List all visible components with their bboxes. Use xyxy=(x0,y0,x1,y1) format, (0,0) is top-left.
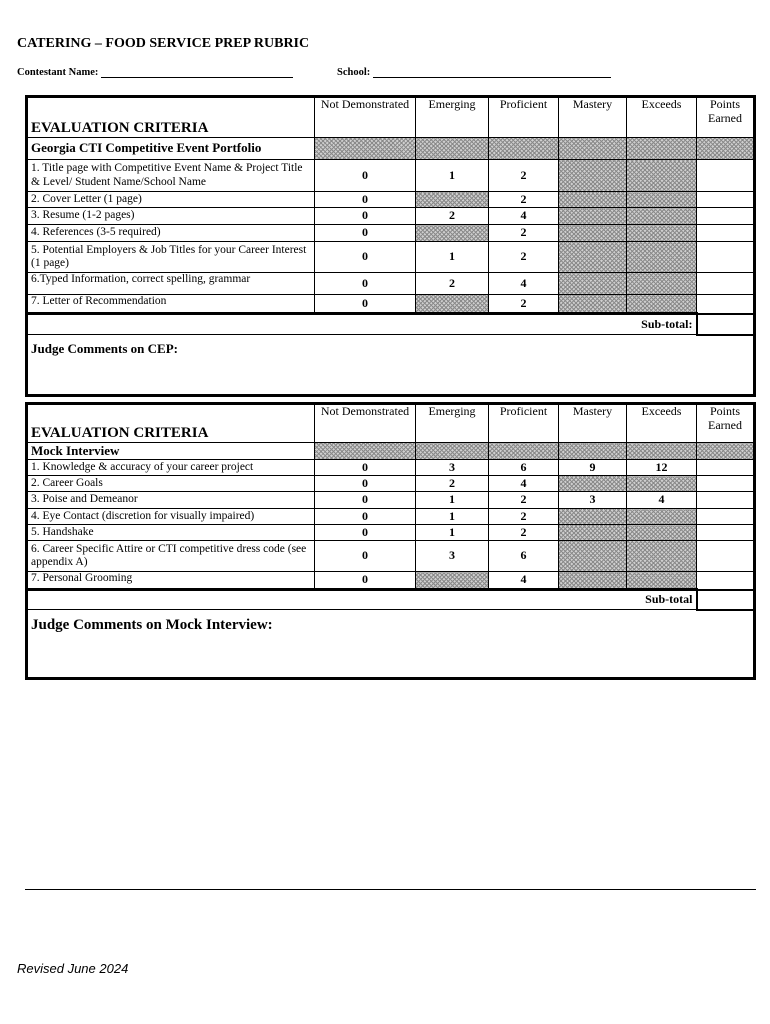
table-row: 2. Cover Letter (1 page) 0 2 xyxy=(27,192,755,208)
points-earned-cell[interactable] xyxy=(697,192,755,208)
section-name: Georgia CTI Competitive Event Portfolio xyxy=(27,138,315,160)
table-row: 4. References (3-5 required) 0 2 xyxy=(27,225,755,242)
points-earned-cell[interactable] xyxy=(697,273,755,295)
criterion-label: 3. Resume (1-2 pages) xyxy=(27,208,315,225)
criterion-label: 6.Typed Information, correct spelling, grammar xyxy=(27,273,315,295)
col-not-demonstrated: Not Demonstrated xyxy=(315,97,416,138)
criterion-label: 5. Handshake xyxy=(27,525,315,541)
criterion-label: 2. Cover Letter (1 page) xyxy=(27,192,315,208)
table-row: 5. Handshake 0 1 2 xyxy=(27,525,755,541)
school-field[interactable] xyxy=(337,67,611,78)
points-earned-cell[interactable] xyxy=(697,295,755,314)
criterion-label: 5. Potential Employers & Job Titles for your Career Interest (1 page) xyxy=(27,242,315,273)
subtotal-cell[interactable] xyxy=(697,590,755,610)
table-row: 3. Poise and Demeanor 0 1 2 3 4 xyxy=(27,492,755,509)
col-points-earned: Points Earned xyxy=(697,404,755,443)
points-earned-cell[interactable] xyxy=(697,160,755,192)
contestant-name-label: Contestant Name: xyxy=(17,67,99,78)
col-points-earned: Points Earned xyxy=(697,97,755,138)
criterion-label: 7. Personal Grooming xyxy=(27,572,315,590)
points-earned-cell[interactable] xyxy=(697,225,755,242)
revision-note: Revised June 2024 xyxy=(17,961,129,976)
col-emerging: Emerging xyxy=(416,97,489,138)
table-row: 6. Career Specific Attire or CTI competitive dress code (see appendix A) 0 3 6 xyxy=(27,541,755,572)
table-row: 5. Potential Employers & Job Titles for your Career Interest (1 page) 0 1 2 xyxy=(27,242,755,273)
criterion-label: 2. Career Goals xyxy=(27,476,315,492)
table-row: 7. Personal Grooming 0 4 xyxy=(27,572,755,590)
contestant-name-field[interactable] xyxy=(17,67,293,78)
table-row: 1. Knowledge & accuracy of your career project 0 3 6 9 12 xyxy=(27,460,755,476)
criterion-label: 4. Eye Contact (discretion for visually impaired) xyxy=(27,509,315,525)
col-proficient: Proficient xyxy=(489,404,559,443)
subtotal-label: Sub-total: xyxy=(27,314,697,335)
criterion-label: 6. Career Specific Attire or CTI competitive dress code (see appendix A) xyxy=(27,541,315,572)
section-name: Mock Interview xyxy=(27,443,315,460)
table-row: 3. Resume (1-2 pages) 0 2 4 xyxy=(27,208,755,225)
school-line[interactable] xyxy=(373,67,611,78)
criterion-label: 4. References (3-5 required) xyxy=(27,225,315,242)
col-mastery: Mastery xyxy=(559,404,627,443)
judge-comments-mock-interview[interactable]: Judge Comments on Mock Interview: xyxy=(27,610,755,679)
table-row: 2. Career Goals 0 2 4 xyxy=(27,476,755,492)
judge-comments-cep[interactable]: Judge Comments on CEP: xyxy=(27,335,755,396)
table-row: 7. Letter of Recommendation 0 2 xyxy=(27,295,755,314)
subtotal-cell[interactable] xyxy=(697,314,755,335)
points-earned-cell[interactable] xyxy=(697,460,755,476)
points-earned-cell[interactable] xyxy=(697,572,755,590)
criterion-label: 1. Title page with Competitive Event Name & Project Title & Level/ Student Name/School Name xyxy=(27,160,315,192)
points-earned-cell[interactable] xyxy=(697,492,755,509)
points-earned-cell[interactable] xyxy=(697,208,755,225)
criterion-label: 1. Knowledge & accuracy of your career project xyxy=(27,460,315,476)
col-proficient: Proficient xyxy=(489,97,559,138)
mock-interview-rubric-table xyxy=(25,402,756,680)
table-row: 1. Title page with Competitive Event Name & Project Title & Level/ Student Name/School Name 0 1 2 xyxy=(27,160,755,192)
col-exceeds: Exceeds xyxy=(627,404,697,443)
criterion-label: 7. Letter of Recommendation xyxy=(27,295,315,314)
points-earned-cell[interactable] xyxy=(697,476,755,492)
points-earned-cell[interactable] xyxy=(697,525,755,541)
table-row: 4. Eye Contact (discretion for visually impaired) 0 1 2 xyxy=(27,509,755,525)
col-emerging: Emerging xyxy=(416,404,489,443)
school-label: School: xyxy=(337,67,371,78)
criteria-heading: EVALUATION CRITERIA xyxy=(27,97,315,138)
points-earned-cell[interactable] xyxy=(697,541,755,572)
cep-rubric-table xyxy=(25,95,756,397)
criterion-label: 3. Poise and Demeanor xyxy=(27,492,315,509)
col-exceeds: Exceeds xyxy=(627,97,697,138)
points-earned-cell[interactable] xyxy=(697,242,755,273)
points-earned-cell[interactable] xyxy=(697,509,755,525)
subtotal-label: Sub-total xyxy=(27,590,697,610)
table-row: 6.Typed Information, correct spelling, grammar 0 2 4 xyxy=(27,273,755,295)
footer-divider xyxy=(25,889,756,890)
criteria-heading: EVALUATION CRITERIA xyxy=(27,404,315,443)
page-title: CATERING – FOOD SERVICE PREP RUBRIC xyxy=(17,36,310,51)
col-not-demonstrated: Not Demonstrated xyxy=(315,404,416,443)
contestant-name-line[interactable] xyxy=(101,67,293,78)
col-mastery: Mastery xyxy=(559,97,627,138)
